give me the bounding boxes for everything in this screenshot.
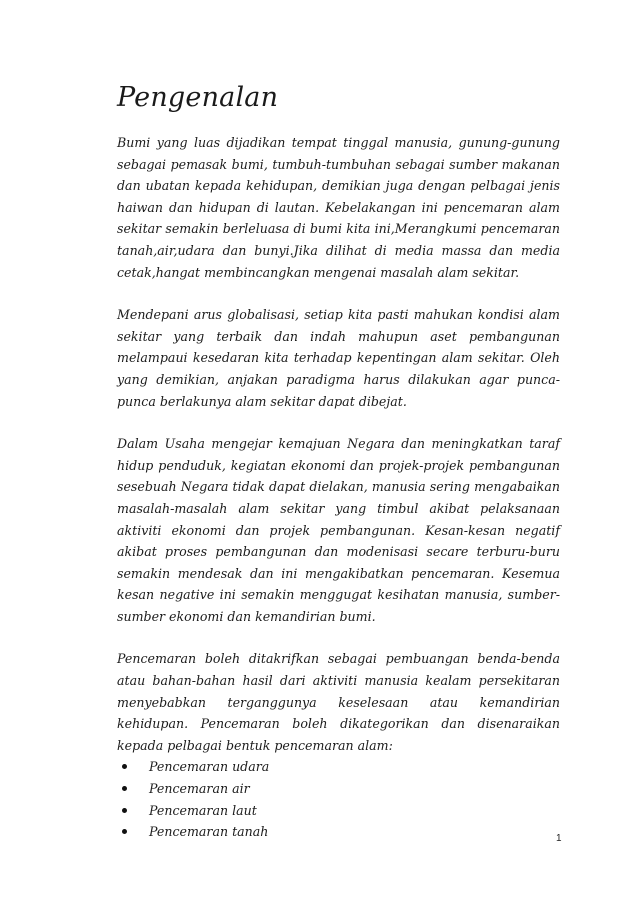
paragraph-4: Pencemaran boleh ditakrifkan sebagai pembuangan benda-benda atau bahan-bahan hasil dari aktiviti manusia kealam persekitaran menyebabkan terganggunya keselesaan atau kemandirian kehidupan. Pencemaran boleh dikategorikan dan disenaraikan kepada pelbagai bentuk pencemaran alam: — [117, 651, 560, 753]
bullet-icon — [122, 786, 127, 791]
list-item-label: Pencemaran udara — [149, 759, 270, 775]
list-item — [117, 821, 560, 843]
bullet-icon — [122, 764, 127, 769]
pollution-types-list — [117, 756, 560, 842]
paragraph-2: Mendepani arus globalisasi, setiap kita pasti mahukan kondisi alam sekitar yang terbaik dan indah mahupun aset pembangunan melampaui kesedaran kita terhadap kepentingan alam sekitar. Oleh yang demikian, anjakan paradigma harus dilakukan agar punca-punca berlakunya alam sekitar dapat dibejat. — [117, 307, 560, 409]
bullet-icon — [122, 829, 127, 834]
bullet-icon — [122, 808, 127, 813]
page-number: 1 — [556, 833, 562, 844]
paragraph-1: Bumi yang luas dijadikan tempat tinggal manusia, gunung-gunung sebagai pemasak bumi, tumbuh-tumbuhan sebagai sumber makanan dan ubatan kepada kehidupan, demikian juga dengan pelbagai jenis haiwan dan hidupan di lautan. Kebelakangan ini pencemaran alam sekitar semakin berleluasa di bumi kita ini,Merangkumi pencemaran tanah,air,udara dan bunyi.Jika dilihat di media massa dan media cetak,hangat membincangkan mengenai masalah alam sekitar. — [117, 135, 560, 280]
page-content — [117, 80, 560, 843]
list-item — [117, 756, 560, 778]
page-title: Pengenalan — [117, 82, 279, 113]
list-item-label: Pencemaran laut — [149, 802, 257, 818]
list-item-label: Pencemaran tanah — [149, 824, 269, 840]
list-item — [117, 778, 560, 800]
list-item-label: Pencemaran air — [149, 781, 250, 797]
paragraph-3: Dalam Usaha mengejar kemajuan Negara dan meningkatkan taraf hidup penduduk, kegiatan ekonomi dan projek-projek pembangunan sesebuah Negara tidak dapat dielakan, manusia sering mengabaikan masalah-masalah alam sekitar yang timbul akibat pelaksanaan aktiviti ekonomi dan projek pembangunan. Kesan-kesan negatif akibat proses pembangunan dan modenisasi secare terburu-buru semakin mendesak dan ini mengakibatkan pencemaran. Kesemua kesan negative ini semakin menggugat kesihatan manusia, sumber-sumber ekonomi dan kemandirian bumi. — [117, 436, 560, 624]
list-item — [117, 800, 560, 822]
